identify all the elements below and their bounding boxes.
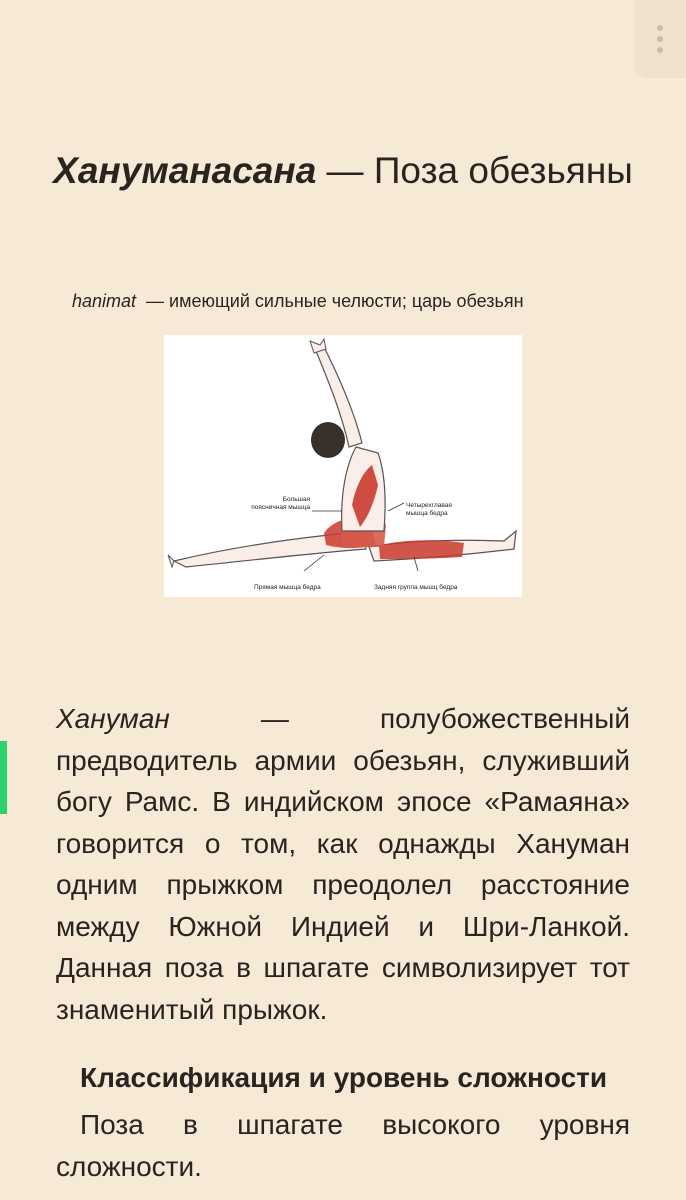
title-italic: Хануманасана	[53, 150, 317, 191]
difficulty-paragraph: Поза в шпагате высокого уровня сложности.	[56, 1109, 630, 1182]
label-psoas-2: поясничная мышца	[251, 504, 310, 511]
paragraph1-italic: Хануман	[56, 703, 170, 734]
subtitle-italic: hanimat	[72, 291, 137, 311]
label-quadriceps-1: Четырехглавая	[406, 502, 452, 509]
article-title	[0, 144, 686, 198]
svg-text:Четырехглавая	[406, 502, 452, 509]
svg-text:мышца бедра	[406, 509, 448, 517]
intro-paragraph	[56, 698, 630, 1030]
label-hamstrings: Задняя группа мышц бедра	[374, 584, 458, 591]
svg-text:Задняя группа мышц бедра	[374, 583, 458, 591]
reading-progress-marker	[0, 741, 7, 814]
title-rest: — Поза обезьяны	[316, 150, 633, 191]
subtitle-rest: — имеющий сильные челюсти; царь обезьян	[136, 291, 524, 311]
label-quadriceps-2: мышца бедра	[406, 510, 448, 517]
svg-text:поясничная мышца	[251, 504, 310, 511]
section-heading: Классификация и уровень сложности	[80, 1062, 608, 1093]
article-subtitle	[72, 287, 632, 315]
label-rectus: Прямая мышца бедра	[254, 584, 321, 591]
more-options-button[interactable]	[634, 0, 686, 78]
svg-text:Прямая мышца бедра	[254, 583, 321, 591]
anatomy-illustration	[164, 335, 522, 597]
svg-text:Большая	[283, 496, 311, 503]
paragraph1-rest: — полубожественный предводитель армии обезьян, служивший богу Рамс. В индийском эпосе «Рамаяна» говорится о том, как однажды Хануман одним прыжком преодолел расстояние между Южной Индией и Шри-Ланкой. Данная поза в шпагате символизирует тот знаменитый прыжок.	[56, 703, 630, 1025]
vertical-dots-icon	[657, 25, 663, 53]
label-psoas-1: Большая	[282, 496, 310, 503]
